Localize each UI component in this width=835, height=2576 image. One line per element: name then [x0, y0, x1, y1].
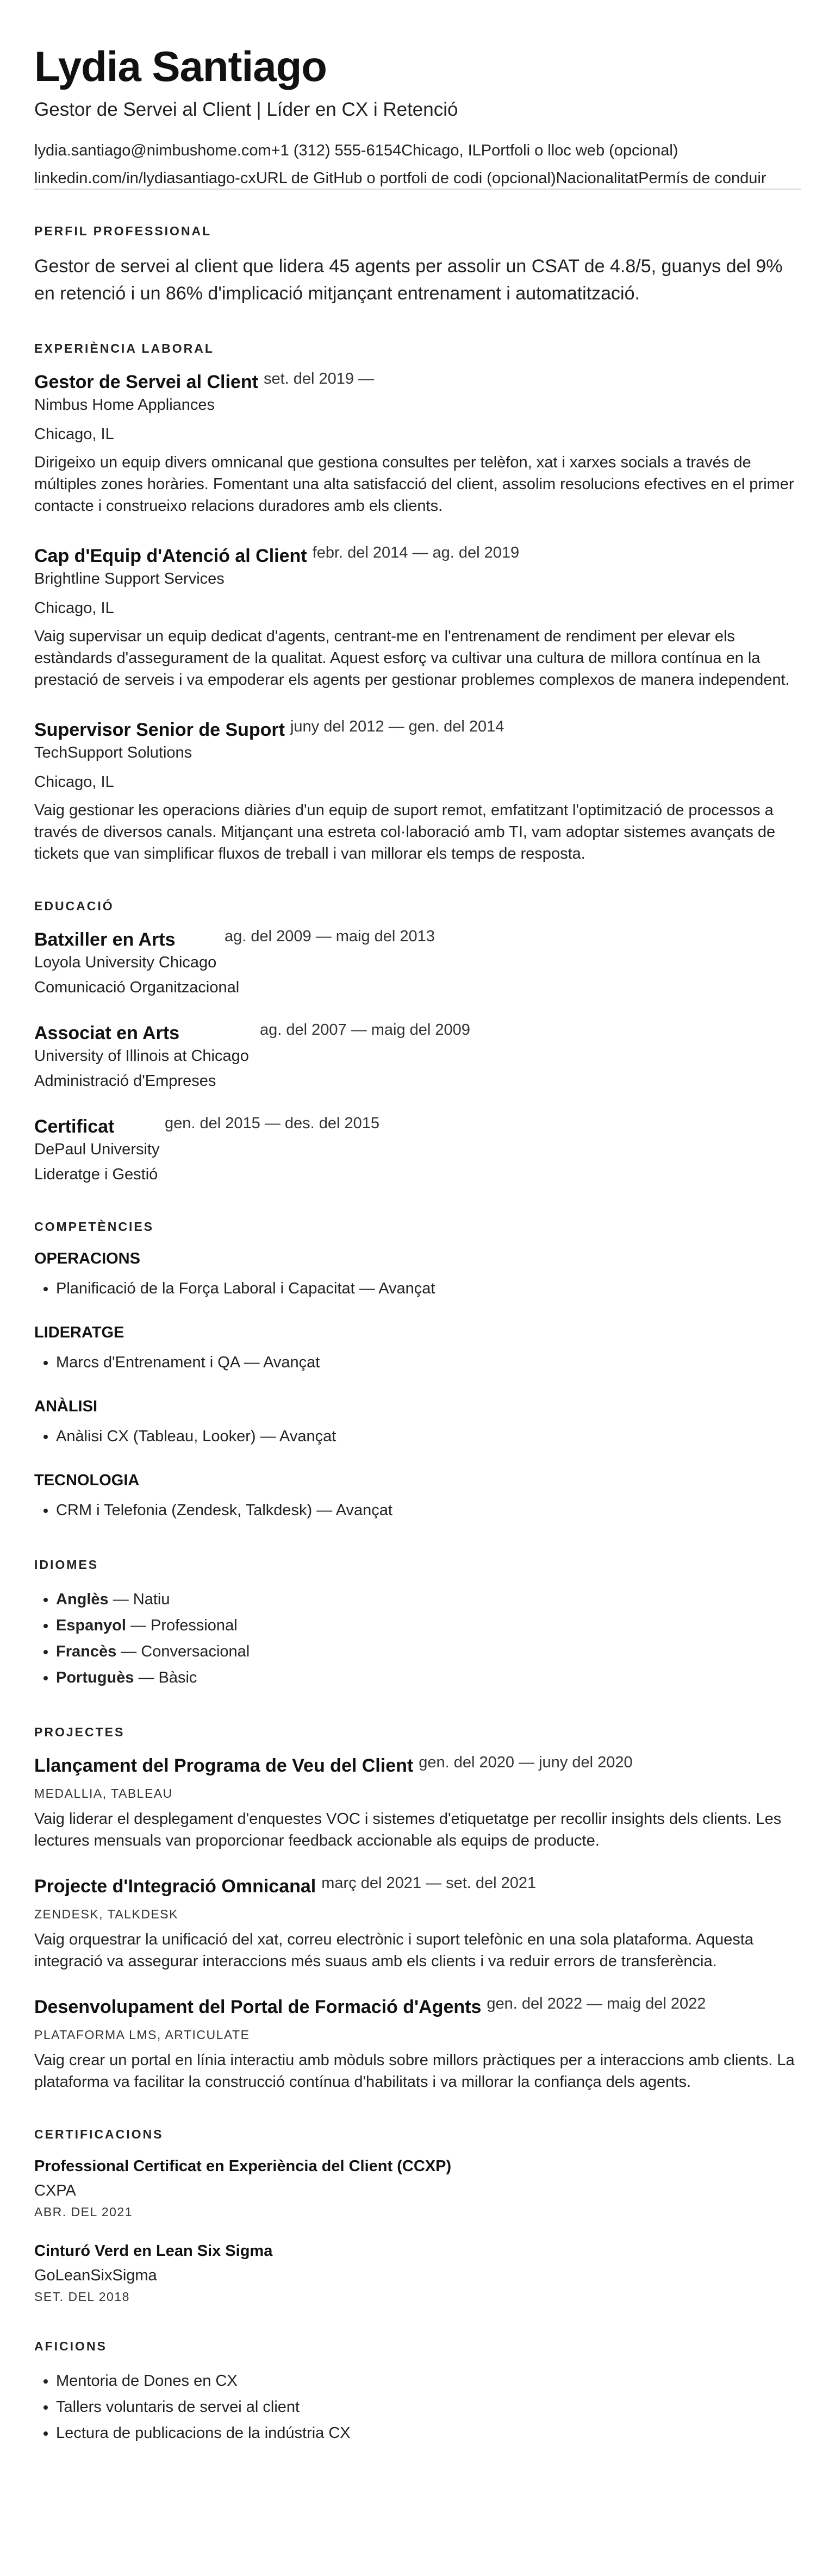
- skill-group: [34, 1470, 801, 1523]
- section-title: PROJECTES: [34, 1725, 125, 1739]
- school-name: DePaul University: [34, 1141, 160, 1158]
- job-title: Gestor de Servei al Client: [34, 372, 258, 392]
- project-title: Desenvolupament del Portal de Formació d'Agents: [34, 1997, 482, 2017]
- hobby-item: • Mentoria de Dones en CX: [56, 2368, 801, 2394]
- hobby-item: • Tallers voluntaris de servei al client: [56, 2394, 801, 2420]
- field-of-study: Comunicació Organitzacional: [34, 979, 240, 996]
- language-level: — Natiu: [108, 1591, 170, 1608]
- certification-issuer: GoLeanSixSigma: [34, 2267, 157, 2284]
- skill-group: [34, 1322, 801, 1375]
- language-item: [56, 1665, 801, 1691]
- language-item: [56, 1639, 801, 1665]
- degree-title: Certificat: [34, 1116, 115, 1137]
- skill-item: • Anàlisi CX (Tableau, Looker) — Avançat: [56, 1423, 801, 1449]
- job-dates: set. del 2019 —: [263, 370, 375, 387]
- language-name: Anglès: [56, 1591, 109, 1608]
- hobby-item: • Lectura de publicacions de la indústria CX: [56, 2420, 801, 2446]
- certification-issuer: CXPA: [34, 2182, 76, 2199]
- degree-title: Associat en Arts: [34, 1023, 180, 1043]
- section-title: IDIOMES: [34, 1558, 99, 1572]
- candidate-name: Lydia Santiago: [34, 42, 327, 90]
- github-link[interactable]: URL de GitHub o portfoli de codi (opcional): [256, 170, 556, 187]
- language-level: — Bàsic: [134, 1669, 197, 1686]
- project-description: Vaig liderar el desplegament d'enquestes VOC i sistemes d'etiquetatge per recollir insights dels clients. Les lectures mensuals van proporcionar feedback accionable als equips de producte.: [34, 1810, 782, 1849]
- project-dates: gen. del 2020 — juny del 2020: [419, 1754, 633, 1771]
- degree-title: Batxiller en Arts: [34, 929, 176, 950]
- phone-link[interactable]: +1 (312) 555-6154: [271, 142, 402, 159]
- section-title: EDUCACIÓ: [34, 899, 114, 913]
- project-dates: gen. del 2022 — maig del 2022: [487, 1995, 706, 2012]
- school-name: University of Illinois at Chicago: [34, 1047, 249, 1065]
- project-description: Vaig orquestrar la unificació del xat, correu electrònic i suport telefònic en una sola plataforma. Aquesta integració va assegurar interaccions més suaus amb els clients i va reduir errors de transferència.: [34, 1931, 753, 1970]
- portfolio-link[interactable]: Portfoli o lloc web (opcional): [481, 142, 678, 159]
- language-level: — Professional: [126, 1617, 238, 1634]
- hobbies-list: [34, 2368, 801, 2446]
- language-item: [56, 1612, 801, 1639]
- headline: Gestor de Servei al Client | Líder en CX i Retenció: [34, 99, 458, 120]
- section-title: AFICIONS: [34, 2339, 107, 2353]
- skill-category: LIDERATGE: [34, 1324, 124, 1341]
- skill-item: • Planificació de la Força Laboral i Capacitat — Avançat: [56, 1276, 801, 1302]
- certification-date: ABR. DEL 2021: [34, 2205, 133, 2219]
- project-item: [34, 1754, 801, 1852]
- experience-item: [34, 370, 801, 517]
- job-description: Vaig supervisar un equip dedicat d'agents, centrant-me en l'entrenament de rendiment per elevar els estàndards d'assegurament de la qualitat. Aquest esforç va cultivar una cultura de millora contínua en la prestació de serveis i va empoderar els agents per gestionar problemes complexos de manera independent.: [34, 628, 790, 689]
- nationality-text: Nacionalitat: [556, 170, 639, 187]
- field-of-study: Lideratge i Gestió: [34, 1166, 158, 1183]
- certification-date: SET. DEL 2018: [34, 2290, 130, 2304]
- section-title: EXPERIÈNCIA LABORAL: [34, 341, 214, 355]
- section-title: CERTIFICACIONS: [34, 2127, 164, 2141]
- summary-text: Gestor de servei al client que lidera 45 agents per assolir un CSAT de 4.8/5, guanys del 9% en retenció i un 86% d'implicació mitjançant entrenament i automatització.: [34, 256, 783, 304]
- project-tags: PLATAFORMA LMS, ARTICULATE: [34, 2028, 250, 2042]
- skill-category: TECNOLOGIA: [34, 1472, 140, 1489]
- project-tags: MEDALLIA, TABLEAU: [34, 1786, 173, 1800]
- job-location: Chicago, IL: [34, 599, 114, 617]
- job-title: Supervisor Senior de Suport: [34, 720, 285, 740]
- email-link[interactable]: lydia.santiago@nimbushome.com: [34, 142, 271, 159]
- education-item: [34, 1115, 801, 1185]
- project-title: Projecte d'Integració Omnicanal: [34, 1876, 316, 1897]
- job-description: Dirigeixo un equip divers omnicanal que gestiona consultes per telèfon, xat i xarxes socials a través de múltiples zones horàries. Fomentant una alta satisfacció del client, assolim resolucions efectives en el primer contacte i construeixo relacions duradores amb els clients.: [34, 454, 794, 515]
- language-name: Francès: [56, 1643, 117, 1660]
- job-dates: febr. del 2014 — ag. del 2019: [312, 544, 520, 561]
- project-dates: març del 2021 — set. del 2021: [321, 1874, 537, 1892]
- language-level: — Conversacional: [116, 1643, 250, 1660]
- job-title: Cap d'Equip d'Atenció al Client: [34, 546, 307, 566]
- education-item: [34, 928, 801, 998]
- skills-section: [34, 1219, 801, 1523]
- skill-item: • Marcs d'Entrenament i QA — Avançat: [56, 1349, 801, 1375]
- skill-category: OPERACIONS: [34, 1250, 140, 1267]
- skill-group: [34, 1248, 801, 1302]
- certification-title: Professional Certificat en Experiència del Client (CCXP): [34, 2158, 452, 2175]
- company-name: Brightline Support Services: [34, 570, 225, 587]
- certification-title: Cinturó Verd en Lean Six Sigma: [34, 2242, 273, 2260]
- certification-item: [34, 2156, 801, 2220]
- section-title: PERFIL PROFESSIONAL: [34, 224, 212, 238]
- certification-item: [34, 2241, 801, 2305]
- project-description: Vaig crear un portal en línia interactiu amb mòduls sobre millors pràctiques per a interaccions amb clients. La plataforma va facilitar la construcció contínua d'habilitats i va millorar la confiança dels agents.: [34, 2052, 795, 2091]
- skill-group: [34, 1396, 801, 1449]
- education-section: [34, 898, 801, 1185]
- company-name: Nimbus Home Appliances: [34, 396, 215, 414]
- degree-dates: ag. del 2009 — maig del 2013: [225, 928, 435, 945]
- project-item: [34, 1995, 801, 2093]
- degree-dates: gen. del 2015 — des. del 2015: [165, 1115, 380, 1132]
- project-title: Llançament del Programa de Veu del Client: [34, 1755, 414, 1776]
- school-name: Loyola University Chicago: [34, 954, 217, 971]
- field-of-study: Administració d'Empreses: [34, 1072, 216, 1090]
- hobbies-section: [34, 2339, 801, 2446]
- resume-header: [34, 42, 801, 190]
- project-tags: ZENDESK, TALKDESK: [34, 1907, 178, 1921]
- contact-row-2: [34, 168, 801, 189]
- driving-license-text: Permís de conduir: [638, 170, 767, 187]
- summary-section: [34, 223, 801, 307]
- company-name: TechSupport Solutions: [34, 744, 192, 761]
- project-item: [34, 1874, 801, 1972]
- header-divider: [34, 189, 801, 190]
- location-text: Chicago, IL: [401, 142, 481, 159]
- projects-section: [34, 1724, 801, 2093]
- degree-dates: ag. del 2007 — maig del 2009: [260, 1021, 470, 1039]
- languages-list: [34, 1586, 801, 1691]
- contact-row-1: [34, 140, 801, 161]
- experience-item: [34, 718, 801, 865]
- skill-category: ANÀLISI: [34, 1398, 97, 1415]
- languages-section: [34, 1557, 801, 1691]
- education-item: [34, 1021, 801, 1092]
- experience-section: [34, 341, 801, 865]
- job-location: Chicago, IL: [34, 773, 114, 791]
- job-dates: juny del 2012 — gen. del 2014: [290, 718, 504, 735]
- skill-item: • CRM i Telefonia (Zendesk, Talkdesk) — Avançat: [56, 1497, 801, 1523]
- job-location: Chicago, IL: [34, 426, 114, 443]
- experience-item: [34, 544, 801, 691]
- language-item: [56, 1586, 801, 1612]
- section-title: COMPETÈNCIES: [34, 1220, 154, 1234]
- job-description: Vaig gestionar les operacions diàries d'un equip de suport remot, emfatitzant l'optimització de processos a través de diversos canals. Mitjançant una estreta col·laboració amb TI, vam adoptar sistemes avançats de tickets que van simplificar fluxos de treball i van millorar els temps de resposta.: [34, 802, 776, 862]
- certifications-section: [34, 2127, 801, 2305]
- language-name: Portuguès: [56, 1669, 134, 1686]
- language-name: Espanyol: [56, 1617, 126, 1634]
- linkedin-link[interactable]: linkedin.com/in/lydiasantiago-cx: [34, 170, 256, 187]
